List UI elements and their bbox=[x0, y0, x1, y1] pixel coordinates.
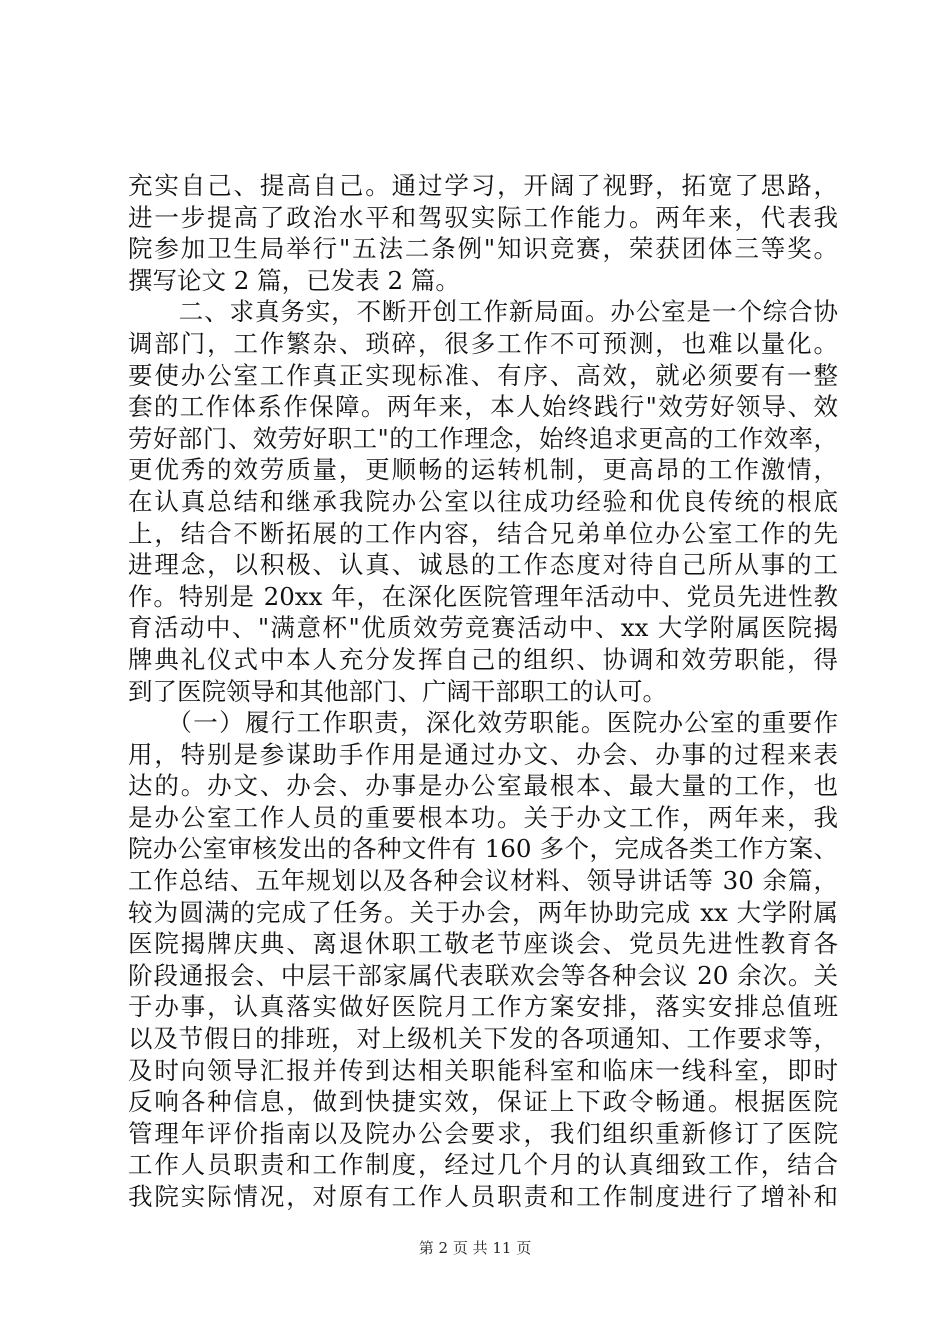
text-line: 作。特别是 20xx 年，在深化医院管理年活动中、党员先进性教 bbox=[128, 581, 838, 611]
text-line: 工作人员职责和工作制度，经过几个月的认真细致工作，结合 bbox=[128, 1150, 838, 1180]
text-line: 是办公室工作人员的重要根本功。关于办文工作，两年来，我 bbox=[128, 802, 838, 832]
text-line: 育活动中、"满意杯"优质效劳竞赛活动中、xx 大学附属医院揭 bbox=[128, 613, 838, 643]
text-line: 医院揭牌庆典、离退休职工敬老节座谈会、党员先进性教育各 bbox=[128, 929, 838, 959]
text-line: 我院实际情况，对原有工作人员职责和工作制度进行了增补和 bbox=[128, 1182, 838, 1211]
text-line: 用，特别是参谋助手作用是通过办文、办会、办事的过程来表 bbox=[128, 739, 838, 769]
text-line: 在认真总结和继承我院办公室以往成功经验和优良传统的根底 bbox=[128, 486, 838, 516]
text-line: （一）履行工作职责，深化效劳职能。医院办公室的重要作 bbox=[128, 708, 838, 738]
text-line: 套的工作体系作保障。两年来，本人始终践行"效劳好领导、效 bbox=[128, 392, 838, 422]
text-line: 要使办公室工作真正实现标准、有序、高效，就必须要有一整 bbox=[128, 360, 838, 390]
text-line: 及时向领导汇报并传到达相关职能科室和临床一线科室，即时 bbox=[128, 1055, 838, 1085]
text-line: 上，结合不断拓展的工作内容，结合兄弟单位办公室工作的先 bbox=[128, 518, 838, 548]
text-line: 更优秀的效劳质量，更顺畅的运转机制，更高昂的工作激情， bbox=[128, 455, 838, 485]
text-line: 充实自己、提高自己。通过学习，开阔了视野，拓宽了思路， bbox=[128, 171, 838, 200]
text-line: 牌典礼仪式中本人充分发挥自己的组织、协调和效劳职能，得 bbox=[128, 644, 838, 674]
text-line: 阶段通报会、中层干部家属代表联欢会等各种会议 20 余次。关 bbox=[128, 960, 838, 990]
text-line: 到了医院领导和其他部门、广阔干部职工的认可。 bbox=[128, 676, 667, 706]
text-line: 于办事，认真落实做好医院月工作方案安排，落实安排总值班 bbox=[128, 992, 838, 1022]
page-footer: 第 2 页 共 11 页 bbox=[418, 1239, 532, 1257]
text-line: 院参加卫生局举行"五法二条例"知识竞赛，荣获团体三等奖。 bbox=[128, 234, 838, 264]
text-line: 反响各种信息，做到快捷实效，保证上下政令畅通。根据医院 bbox=[128, 1087, 838, 1117]
text-line: 二、求真务实，不断开创工作新局面。办公室是一个综合协 bbox=[128, 297, 838, 327]
text-line: 达的。办文、办会、办事是办公室最根本、最大量的工作，也 bbox=[128, 771, 838, 801]
text-line: 工作总结、五年规划以及各种会议材料、领导讲话等 30 余篇， bbox=[128, 866, 838, 896]
text-line: 院办公室审核发出的各种文件有 160 多个，完成各类工作方案、 bbox=[128, 834, 838, 864]
text-line: 进理念，以积极、认真、诚恳的工作态度对待自己所从事的工 bbox=[128, 550, 838, 580]
text-line: 管理年评价指南以及院办公会要求，我们组织重新修订了医院 bbox=[128, 1118, 838, 1148]
text-line: 进一步提高了政治水平和驾驭实际工作能力。两年来，代表我 bbox=[128, 202, 838, 232]
text-line: 以及节假日的排班，对上级机关下发的各项通知、工作要求等， bbox=[128, 1024, 838, 1054]
text-line: 较为圆满的完成了任务。关于办会，两年协助完成 xx 大学附属 bbox=[128, 897, 838, 927]
text-line: 调部门，工作繁杂、琐碎，很多工作不可预测，也难以量化。 bbox=[128, 328, 838, 358]
text-line: 撰写论文 2 篇，已发表 2 篇。 bbox=[128, 265, 460, 295]
document-body bbox=[128, 170, 838, 1213]
text-line: 劳好部门、效劳好职工"的工作理念，始终追求更高的工作效率， bbox=[128, 423, 838, 453]
